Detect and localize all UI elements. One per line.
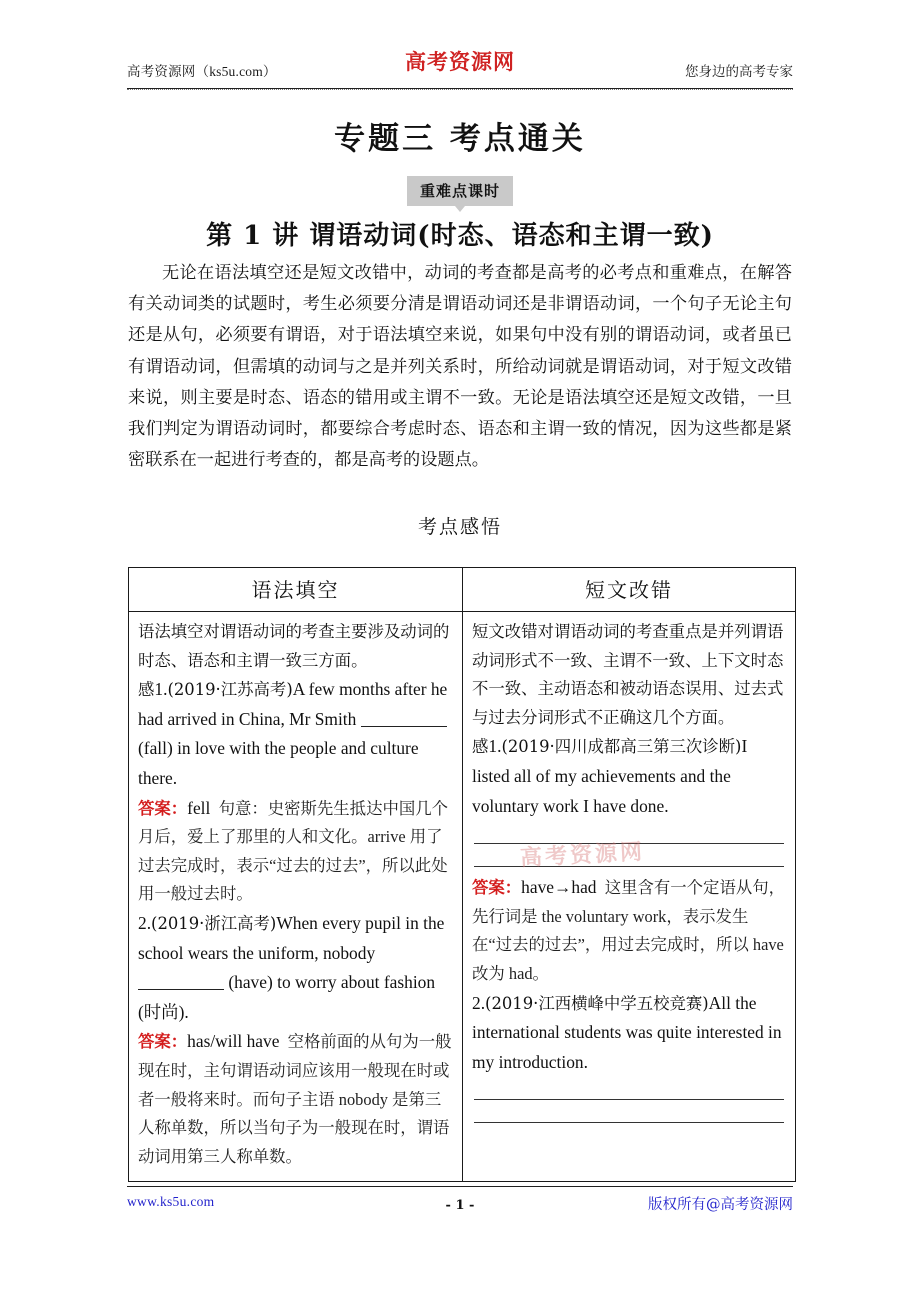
left-sense-marker: 感 [138,680,155,700]
right-column-content [463,612,795,1133]
status-badge: 重难点课时 [407,176,513,206]
left-item-2 [138,909,453,1027]
watermark: 高考资源网 [519,838,646,872]
left-item-1-stem-before: A few months after he had arrived in China, Mr Smith [138,679,448,729]
left-item-2-blank[interactable] [138,989,224,990]
table-cell-grammar-fill [129,612,463,1182]
right-item-1-sentence: I listed all of my achievements and the voluntary work I have done. [472,736,748,816]
right-item-1-answer-label: 答案： [472,878,522,898]
table-cell-error-correction [463,612,796,1182]
right-item-1-answer-value: have→had [521,877,597,898]
left-item-2-answer-label: 答案： [138,1032,188,1052]
left-item-2-number: 2. [138,912,152,933]
left-item-1 [138,675,453,793]
right-item-2-source: (2019·江西横峰中学五校竞赛) [485,993,709,1013]
header-logo: 高考资源网 [405,49,515,74]
left-item-1-number: 1. [154,679,168,700]
right-item-2-number: 2. [472,992,486,1013]
left-item-1-blank[interactable] [361,726,447,727]
header-tagline: 您身边的高考专家 [685,64,793,79]
table-header-grammar-fill: 语法填空 [129,568,463,612]
right-item-1-explanation: 这里含有一个定语从句，先行词是 the voluntary work，表示发生在“过去的过去”，用过去完成时，所以 have 改为 had。 [472,878,786,983]
right-item-1-source: (2019·四川成都高三第三次诊断) [501,737,742,757]
badge-container [0,176,920,206]
page-title: 专题三 考点通关 [334,121,586,157]
left-item-1-answer-value: fell [187,797,211,818]
right-item-2 [472,989,786,1078]
running-header [127,44,793,90]
right-item-1-answer [472,873,786,988]
header-divider [127,88,793,90]
left-overview: 语法填空对谓语动词的考查主要涉及动词的时态、语态和主谓一致三方面。 [138,622,450,670]
intro-paragraph: 无论在语法填空还是短文改错中，动词的考查都是高考的必考点和重难点，在解答有关动词类的试题时，考生必须要分清是谓语动词还是非谓语动词，一个句子无论主句还是从句，必须要有谓语，对于语法填空来说，如果句中没有别的谓语动词，或者虽已有谓语动词，但需填的动词与之是并列关系时，所给动词就是谓语动词，对于短文改错来说，则主要是时态、语态的错用或主谓不一致。无论是语法填空还是短文改错，一旦我们判定为谓语动词时，都要综合考虑时态、语态和主谓一致的情况，因为这些都是紧密联系在一起进行考查的，都是高考的设题点。 [128,263,792,471]
right-sense-marker: 感 [472,737,489,757]
left-item-2-stem-before: When every pupil in the school wears the uniform, nobody [138,912,445,963]
table-row [129,612,796,1182]
right-item-1-answer-line-2[interactable] [474,866,784,867]
left-item-1-source: (2019·江苏高考) [167,680,293,700]
right-item-1 [472,732,786,821]
left-item-2-explanation: 空格前面的从句为一般现在时，主句谓语动词应该用一般现在时或者一般将来时。而句子主语 nobody 是第三人称单数，所以当句子为一般现在时，谓语动词用第三人称单数。 [138,1032,452,1166]
comparison-table [128,567,796,1182]
table-header-error-correction: 短文改错 [463,568,796,612]
right-item-2-sentence: All the international students was quite interested in my introduction. [472,992,782,1072]
left-item-2-answer [138,1027,453,1171]
right-item-2-answer-line-2[interactable] [474,1122,784,1123]
footer-copyright: 版权所有@高考资源网 [648,1197,793,1213]
page-footer [127,1186,793,1220]
left-item-1-explanation: 句意：史密斯先生抵达中国几个月后，爱上了那里的人和文化。arrive 用了过去完成时，表示“过去的过去”，所以此处用一般过去时。 [138,798,449,904]
lecture-title: 第 1 讲 谓语动词(时态、语态和主谓一致) [206,221,714,251]
section-heading: 考点感悟 [417,516,502,538]
left-column-content [129,612,462,1181]
left-item-2-answer-value: has/will have [187,1031,280,1052]
left-item-2-source: (2019·浙江高考) [151,913,277,933]
right-overview: 短文改错对谓语动词的考查重点是并列谓语动词形式不一致、主谓不一致、上下文时态不一致、主动语态和被动语态误用、过去式与过去分词形式不正确这几个方面。 [472,622,784,727]
left-item-1-stem-after: (fall) in love with the people and culture there. [138,738,419,788]
left-item-1-answer-label: 答案： [138,798,188,818]
left-item-1-answer [138,794,453,909]
footer-divider [127,1186,793,1187]
footer-url[interactable]: www.ks5u.com [127,1194,215,1209]
header-site-name: 高考资源网（ks5u.com） [127,64,277,79]
page-number: - 1 - [445,1198,475,1213]
left-item-2-stem-after: (have) to worry about fashion (时尚). [138,972,436,1022]
table-header-row [129,568,796,612]
right-item-1-number: 1. [488,736,502,757]
right-item-1-answer-line-1[interactable] [474,843,784,844]
right-item-2-answer-line-1[interactable] [474,1099,784,1100]
